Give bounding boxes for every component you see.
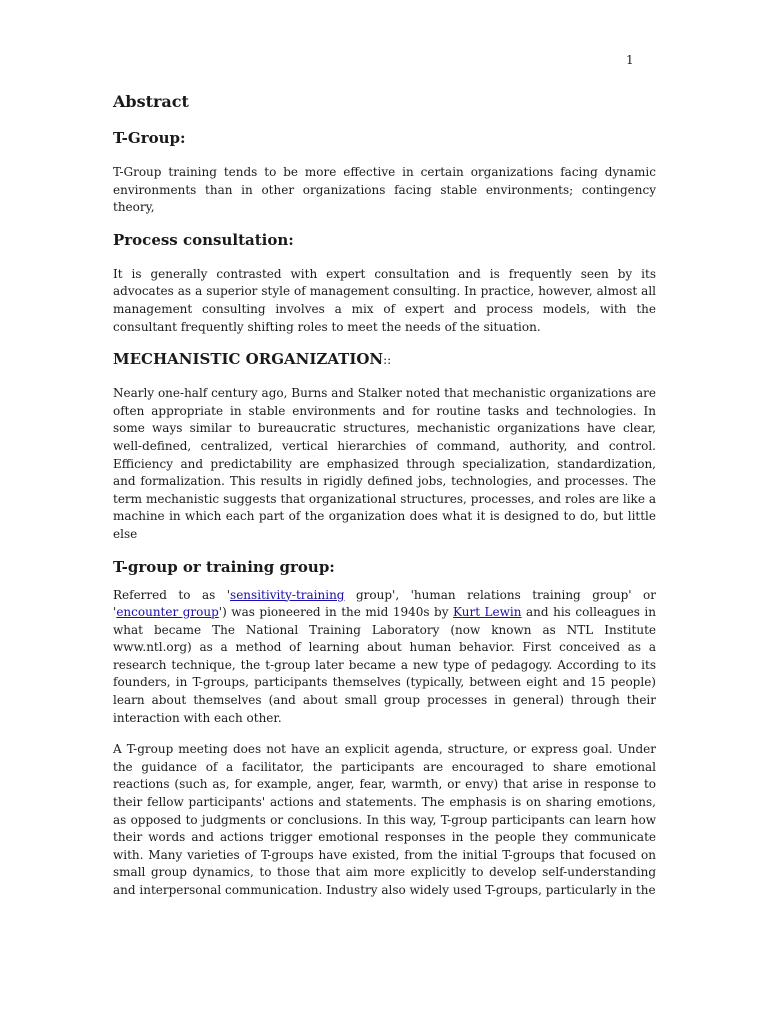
document-body	[113, 92, 656, 920]
link-kurt-lewin[interactable]: Kurt Lewin	[453, 605, 522, 620]
link-encounter-group[interactable]: encounter group	[116, 605, 219, 620]
training-text-2: group', 'human relations training group' or '	[113, 587, 657, 620]
training-text-4: and his colleagues in what became The National Training Laboratory (now known as NTL Institute www.ntl.org) as a method of learning about human behavior. First conceived as a research technique, the t-group later became a new type of pedagogy. According to its founders, in T-groups, participants themselves (typically, between eight and 15 people) learn about themselves (and about small group processes in general) through their interaction with each other.	[113, 605, 656, 725]
paragraph-t-group: T-Group training tends to be more effective in certain organizations facing dynamic environments than in other organizations facing stable environments; contingency theory,	[113, 165, 656, 215]
paragraph-training-group-2: A T-group meeting does not have an explicit agenda, structure, or express goal. Under the guidance of a facilitator, the participants are encouraged to share emotional reactions (such as, for example, anger, fear, warmth, or envy) that arise in response to their fellow participants' actions and statements. The emphasis is on sharing emotions, as opposed to judgments or conclusions. In this way, T-group participants can learn how their words and actions trigger emotional responses in the people they communicate with. Many varieties of T-groups have existed, from the initial T-groups that focused on small group dynamics, to those that aim more explicitly to develop self-understanding and interpersonal communication. Industry also widely used T-groups, particularly in the	[113, 742, 656, 897]
heading-t-group: T-Group:	[113, 129, 186, 147]
link-sensitivity-training[interactable]: sensitivity-training	[230, 587, 345, 602]
heading-process-consultation: Process consultation:	[113, 230, 294, 249]
paragraph-process-consultation: It is generally contrasted with expert consultation and is frequently seen by its advocates as a superior style of management consulting. In practice, however, almost all management consulting involves a mix of expert and process models, with the consultant frequently shifting roles to meet the needs of the situation.	[113, 266, 656, 334]
document-title: Abstract	[113, 92, 189, 111]
training-text-3: ') was pioneered in the mid 1940s by	[218, 605, 454, 620]
heading-training-group: T-group or training group:	[113, 557, 335, 576]
training-text-1: Referred to as '	[113, 587, 231, 602]
heading-mechanistic-text: MECHANISTIC ORGANIZATION	[113, 350, 384, 369]
heading-mechanistic-suffix: ::	[383, 353, 392, 368]
heading-mechanistic-organization	[113, 350, 656, 368]
paragraph-mechanistic-organization: Nearly one-half century ago, Burns and Stalker noted that mechanistic organizations are often appropriate in stable environments and for routine tasks and technologies. In some ways similar to bureaucratic structures, mechanistic organizations have clear, well-defined, centralized, vertical hierarchies of command, authority, and control. Efficiency and predictability are emphasized through specialization, standardization, and formalization. This results in rigidly defined jobs, technologies, and processes. The term mechanistic suggests that organizational structures, processes, and roles are like a machine in which each part of the organization does what it is designed to do, but little else	[113, 386, 656, 541]
paragraph-training-group-1	[113, 587, 656, 728]
page-number: 1	[626, 53, 634, 67]
